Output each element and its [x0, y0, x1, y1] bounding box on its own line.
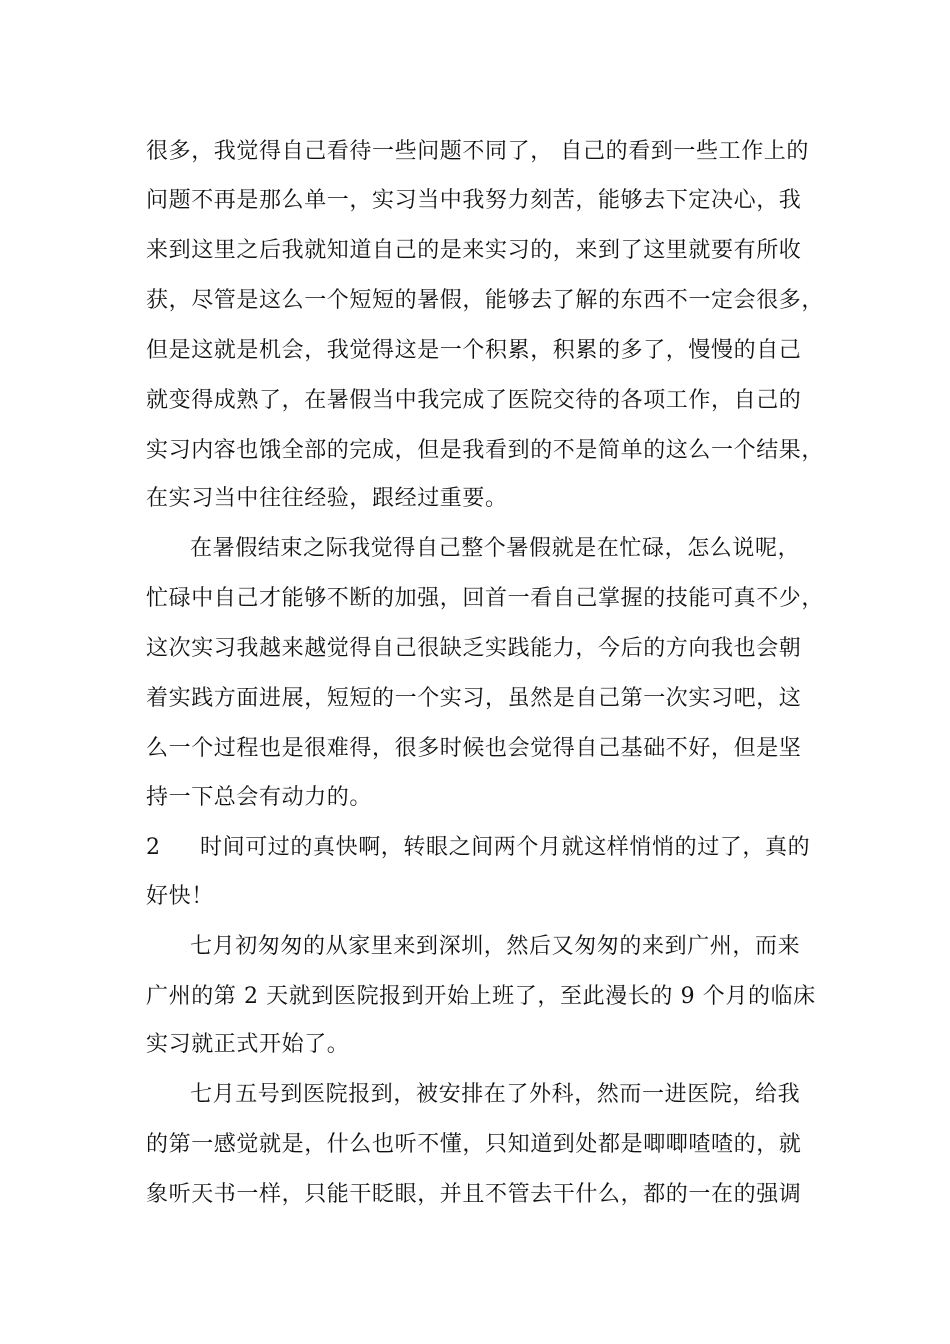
- text-line: 广州的第 2 天就到医院报到开始上班了，至此漫长的 9 个月的临床: [146, 984, 816, 1009]
- text-line: 问题不再是那么单一，实习当中我努力刻苦，能够去下定决心，我: [146, 188, 802, 213]
- text-line: 实习就正式开始了。: [146, 1032, 350, 1057]
- text-line: 这次实习我越来越觉得自己很缺乏实践能力，今后的方向我也会朝: [146, 636, 802, 661]
- text-line: 在暑假结束之际我觉得自己整个暑假就是在忙碌，怎么说呢，: [190, 536, 801, 561]
- text-line: 实习内容也饿全部的完成，但是我看到的不是简单的这么一个结果，: [146, 438, 825, 463]
- text-line: 在实习当中往往经验，跟经过重要。: [146, 486, 508, 511]
- text-line: 但是这就是机会，我觉得这是一个积累，积累的多了，慢慢的自己: [146, 338, 802, 363]
- text-line: 象听天书一样，只能干眨眼，并且不管去干什么，都的一在的强调: [146, 1182, 802, 1207]
- section-number: 2: [146, 835, 160, 860]
- text-line: 就变得成熟了，在暑假当中我完成了医院交待的各项工作，自己的: [146, 388, 802, 413]
- text-line: 的第一感觉就是，什么也听不懂，只知道到处都是唧唧喳喳的，就: [146, 1132, 802, 1157]
- text-line: 好快！: [146, 884, 214, 909]
- text-line: 持一下总会有动力的。: [146, 785, 373, 810]
- text-line: 忙碌中自己才能够不断的加强，回首一看自己掌握的技能可真不少，: [146, 586, 825, 611]
- text-line: 来到这里之后我就知道自己的是来实习的，来到了这里就要有所收: [146, 238, 802, 263]
- text-line: 七月五号到医院报到，被安排在了外科，然而一进医院，给我: [190, 1082, 801, 1107]
- text-line: 很多，我觉得自己看待一些问题不同了， 自己的看到一些工作上的: [146, 139, 809, 164]
- text-line: 七月初匆匆的从家里来到深圳，然后又匆匆的来到广州，而来: [190, 934, 801, 959]
- text-line: 时间可过的真快啊，转眼之间两个月就这样悄悄的过了，真的: [200, 835, 811, 860]
- text-line: 着实践方面进展，短短的一个实习，虽然是自己第一次实习吧，这: [146, 686, 802, 711]
- text-line: 获，尽管是这么一个短短的暑假，能够去了解的东西不一定会很多，: [146, 288, 825, 313]
- text-line: 么一个过程也是很难得，很多时候也会觉得自己基础不好，但是坚: [146, 736, 802, 761]
